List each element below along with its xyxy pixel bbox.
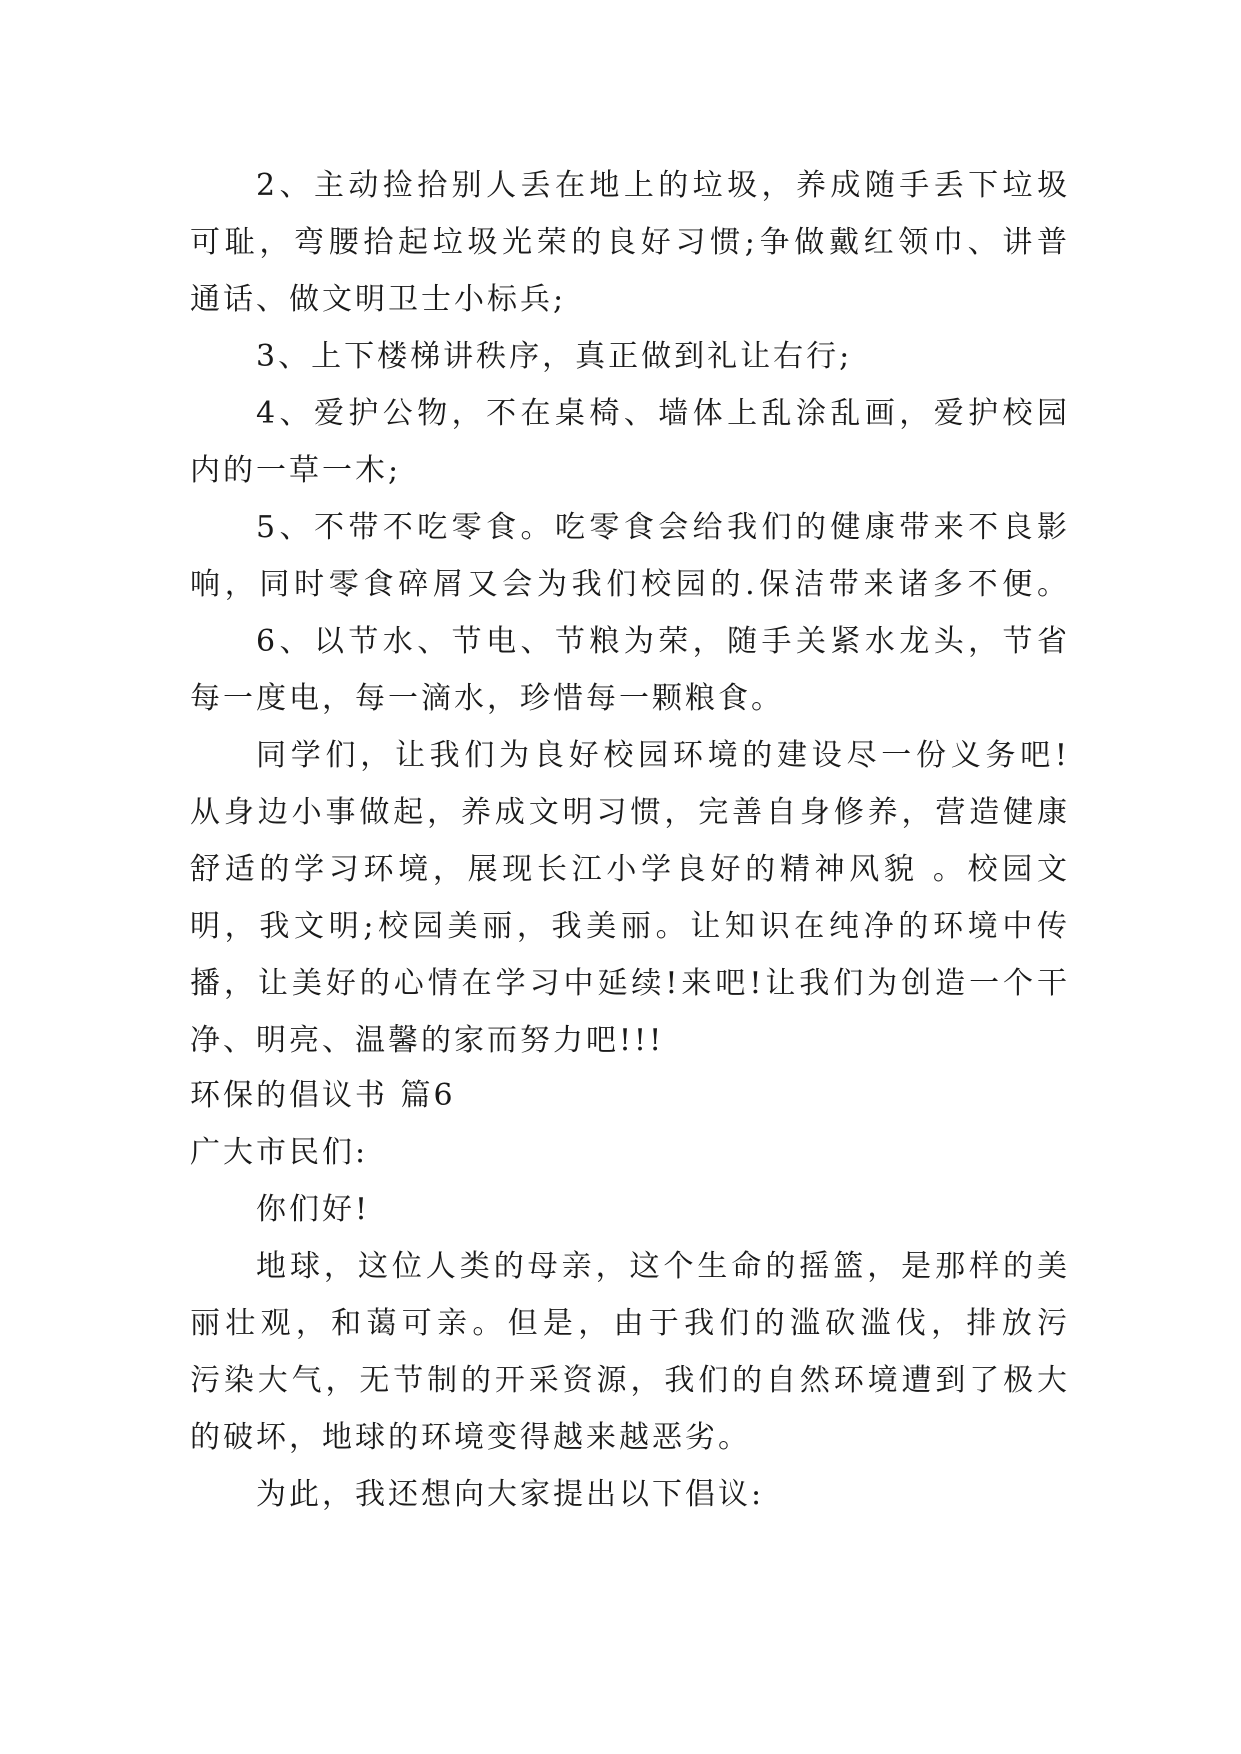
paragraph-line: 响，同时零食碎屑又会为我们校园的.保洁带来诸多不便。 [190,567,1070,602]
paragraph-line: 舒适的学习环境，展现长江小学良好的精神风貌 。校园文 [190,852,1070,887]
paragraph-line: 2、主动捡拾别人丢在地上的垃圾，养成随手丢下垃圾 [256,168,1070,203]
paragraph-line: 3、上下楼梯讲秩序，真正做到礼让右行; [256,339,853,374]
paragraph-line: 净、明亮、温馨的家而努力吧!!! [190,1023,665,1058]
paragraph-line: 5、不带不吃零食。吃零食会给我们的健康带来不良影 [256,510,1070,545]
paragraph-line: 为此，我还想向大家提出以下倡议: [256,1477,765,1512]
paragraph-line: 可耻，弯腰拾起垃圾光荣的良好习惯;争做戴红领巾、讲普 [190,225,1070,260]
salutation: 广大市民们: [190,1135,369,1170]
paragraph-line: 明，我文明;校园美丽，我美丽。让知识在纯净的环境中传 [190,909,1070,944]
paragraph-line: 地球，这位人类的母亲，这个生命的摇篮，是那样的美 [256,1249,1070,1284]
greeting: 你们好! [256,1192,371,1227]
paragraph-line: 每一度电，每一滴水，珍惜每一颗粮食。 [190,681,784,716]
paragraph-line: 同学们，让我们为良好校园环境的建设尽一份义务吧! [256,738,1070,773]
paragraph-line: 通话、做文明卫士小标兵; [190,282,567,317]
paragraph-line: 播，让美好的心情在学习中延续!来吧!让我们为创造一个干 [190,966,1070,1001]
paragraph-line: 污染大气，无节制的开采资源，我们的自然环境遭到了极大 [190,1363,1070,1398]
paragraph-line: 的破坏，地球的环境变得越来越恶劣。 [190,1420,751,1455]
paragraph-line: 丽壮观，和蔼可亲。但是，由于我们的滥砍滥伐，排放污 [190,1306,1070,1341]
paragraph-line: 从身边小事做起，养成文明习惯，完善自身修养，营造健康 [190,795,1070,830]
section-heading: 环保的倡议书 篇6 [190,1078,456,1113]
paragraph-line: 6、以节水、节电、节粮为荣，随手关紧水龙头，节省 [256,624,1070,659]
paragraph-line: 4、爱护公物，不在桌椅、墙体上乱涂乱画，爱护校园 [256,396,1070,431]
paragraph-line: 内的一草一木; [190,453,402,488]
